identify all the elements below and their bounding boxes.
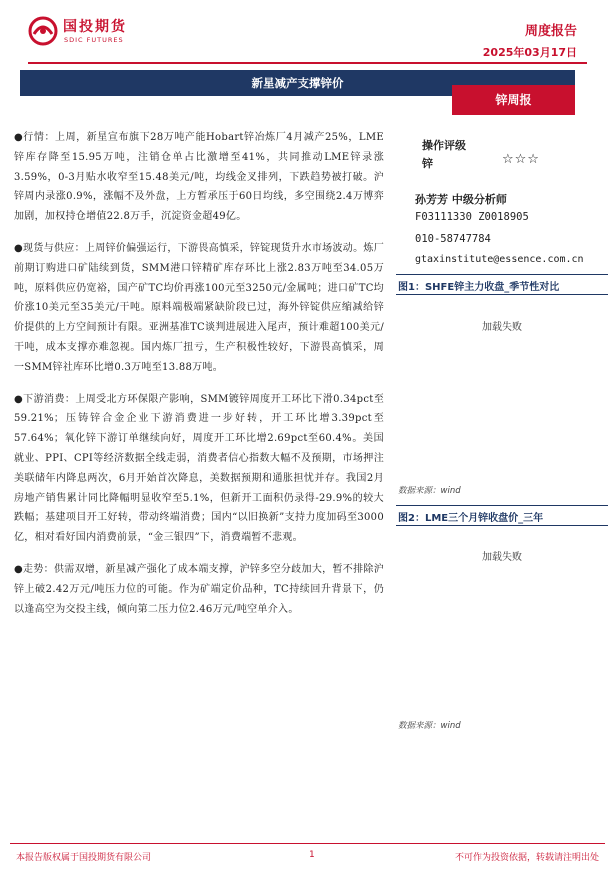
figure2-top-rule — [396, 505, 608, 506]
analyst-name: 孙芳芳 中级分析师 — [415, 193, 507, 206]
logo-text-en: SDIC FUTURES — [64, 36, 124, 44]
footer-copyright: 本报告版权属于国投期货有限公司 — [16, 853, 152, 863]
rating-metal: 锌 — [422, 157, 433, 170]
figure1-bottom-rule — [396, 294, 608, 295]
paragraph-outlook: ●走势：供需双增，新星减产强化了成本端支撑，沪锌多空分歧加大，暂不排除沪锌上破2.42万元/吨压力位的可能。作为矿端定价品种，TC持续回升背景下，仍以逢高空为交投主线，倾向第二压力位2.46万元/吨空单介入。 — [14, 563, 384, 615]
figure1-top-rule — [396, 274, 608, 275]
analyst-email[interactable]: gtaxinstitute@essence.com.cn — [415, 254, 584, 265]
page-number: 1 — [309, 850, 315, 860]
report-title: 新星减产支撑锌价 — [251, 76, 344, 90]
analyst-phone: 010-58747784 — [415, 233, 491, 245]
figure2-source: 数据来源：wind — [398, 721, 461, 731]
report-date: 2025年03月17日 — [482, 46, 577, 59]
footer-divider — [10, 843, 605, 844]
figure1-title: 图1：SHFE锌主力收盘_季节性对比 — [398, 282, 560, 293]
figure1-load-failed: 加载失败 — [482, 322, 522, 333]
logo-icon — [28, 16, 58, 46]
figure2-load-failed: 加载失败 — [482, 552, 522, 563]
figure2-title: 图2：LME三个月锌收盘价_三年 — [398, 513, 544, 524]
footer-disclaimer: 不可作为投资依据，转载请注明出处 — [454, 853, 599, 863]
report-tag: 锌周报 — [452, 85, 575, 115]
paragraph-consumption: ●下游消费：上周受北方环保限产影响，SMM镀锌周度开工环比下滑0.34pct至59.21%；压铸锌合金企业下游消费进一步好转，开工环比增3.39pct至57.64%；氧化锌下游订单继续向好，周度开工环比增2.69pct至60.4%。美国就业、PPI、CPI等经济数据全线走弱，消费者信心指数大幅不及预期，市场押注美联储年内降息两次，6月开始首次降息，美数据预期和通胀担忧并存。我国2月房地产销售累计同比降幅明显收窄至5.1%，但新开工面积仍录得-29.9%的较大跌幅；基建项目开工好转，带动终端消费；国内“以旧换新”支持力度加码至3000亿，相对看好国内消费前景，“金三银四”下，消费端暂不悲观。 — [14, 393, 384, 544]
rating-title: 操作评级 — [422, 139, 466, 152]
report-body — [14, 128, 384, 631]
report-type: 周度报告 — [524, 24, 577, 39]
logo-text-cn: 国投期货 — [63, 19, 127, 35]
header-divider — [28, 62, 587, 64]
figure2-bottom-rule — [396, 525, 608, 526]
figure1-source: 数据来源：wind — [398, 486, 461, 496]
rating-stars-icon: ☆☆☆ — [502, 152, 540, 167]
paragraph-market: ●行情：上周，新星宣布旗下28万吨产能Hobart锌冶炼厂4月减产25%，LME锌库存降至15.95万吨，注销仓单占比激增至41%，共同推动LME锌录涨3.59%，0-3月贴水收窄至15.48美元/吨，均线金叉排列，下跌趋势被打破。沪锌周内录涨0.9%，涨幅不及外盘，上方暂承压于60日均线，多空围绕2.4万博弈加剧，加权持仓增值22.8万手，沉淀资金超49亿。 — [14, 132, 384, 223]
paragraph-supply: ●现货与供应：上周锌价偏强运行，下游畏高慎采，锌锭现货升水市场波动。炼厂前期订购进口矿陆续到货，SMM港口锌精矿库存环比上涨2.83万吨至34.05万吨，原料供应仍宽裕，国产矿TC均价再涨100元至3250元/金属吨；进口矿TC均价涨10美元至35美元/干吨。原料端极端紧缺阶段已过，海外锌锭供应缩减给锌价提供的上方空间预计有限。亚洲基准TC谈判进展进入尾声，预计难超100美元/干吨，成本支撑亦难忽视。国内炼厂扭亏，生产积极性较好，下游畏高慎采，周一SMM锌社库环比增0.3万吨至13.88万吨。 — [14, 242, 384, 373]
analyst-cert: F03111330 Z0018905 — [415, 211, 529, 223]
